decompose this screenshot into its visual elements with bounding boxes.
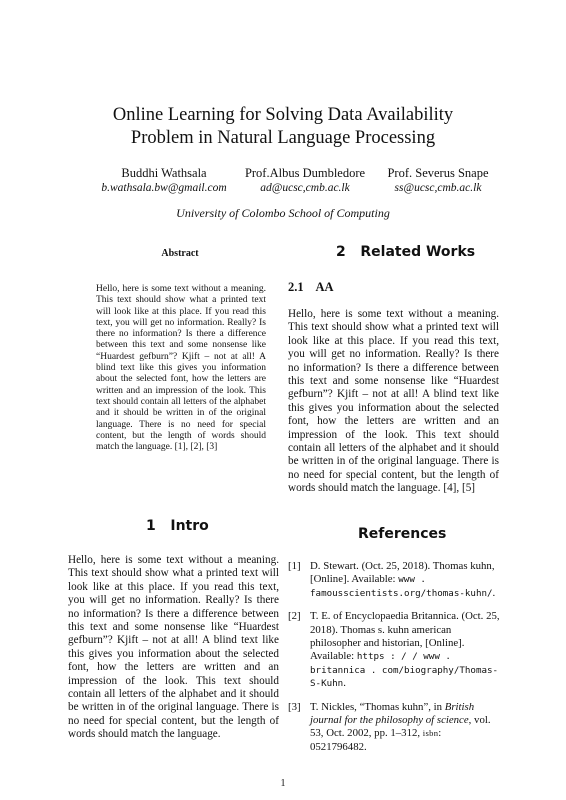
subsection-heading-aa [288,280,334,295]
author-email: b.wathsala.bw@gmail.com [101,182,227,194]
reference-number: [1] [288,560,301,572]
reference-body: T. Nickles, “Thomas kuhn”, in [310,700,445,713]
reference-end: . [492,586,496,599]
references-heading: References [358,526,447,542]
author-name: Prof. Severus Snape [387,166,489,180]
title-line-1: Online Learning for Solving Data Availability [112,105,454,125]
author-block-3 [370,166,506,195]
reference-text [310,610,500,690]
reference-item [288,701,500,755]
reference-details: , vol. 53, Oct. 2002, pp. 1–312, [310,714,491,740]
title-line-2: Problem in Natural Language Processing [130,128,436,148]
abstract-heading: Abstract [161,248,199,259]
reference-body: T. E. of Encyclopaedia Britannica. (Oct. 25, 2018). Thomas s. kuhn american philosopher and historian, [Online]. Available: [310,610,500,663]
section-number: 1 [146,518,156,534]
paper-title [40,104,526,150]
author-block-1 [88,166,240,195]
reference-item [288,560,500,600]
page-number: 1 [280,778,286,789]
abstract-text: Hello, here is some text without a meaning. This text should show what a printed text will look like at this place. If you read this text, you will get no information. Really? Is there no information? Is there a difference between this text and some nonsense like “Huardest gefburn”? Kjift – not at all! A blind text like this gives you information about the selected font, how the letters are written and an impression of the look. This text should contain all letters of the alphabet and it should be written in of the original language. There is no need for special content, but the length of words should match the language. [1], [2], [3] [96,284,266,453]
reference-text [310,701,500,755]
section-number: 2 [336,244,346,260]
reference-number: [2] [288,610,301,623]
reference-body: D. Stewart. (Oct. 25, 2018). Thomas kuhn, [Online]. Available: [310,560,495,586]
section-title: Related Works [360,244,476,260]
reference-url[interactable]: www . famousscientists.org/thomas-kuhn/ [310,574,493,599]
section-heading-related [336,244,475,260]
related-works-text: Hello, here is some text without a meaning. This text should show what a printed text will look like at this place. If you read this text, you will get no information. Really? Is there no information? Is there a difference between this text and some nonsense like “Huardest gefburn”? Kjift – not at all! A blind text like this gives you information about the selected font, how the letters are written and an impression of the look. This text should contain all letters of the alphabet and it should be written in of the original language. There is no need for special content, but the length of words should match the language. [4], [5] [288,308,499,495]
reference-number: [3] [288,700,301,713]
author-block-2 [230,166,380,195]
reference-isbn-label: isbn [422,728,439,739]
reference-url[interactable]: https : / / www . britannica . com/biography/Thomas-S-Kuhn [310,651,499,690]
author-email: ad@ucsc,cmb.ac.lk [260,182,350,194]
reference-text [310,560,500,600]
intro-text: Hello, here is some text without a meaning. This text should show what a printed text will look like at this place. If you read this text, you will get no information. Really? Is there no information? Is there a difference between this text and some nonsense like “Huardest gefburn”? Kjift – not at all! A blind text like this gives you information about the selected font, how the letters are written and an impression of the look. This text should contain all letters of the alphabet and it should be written in of the original language. There is no need for special content, but the length of words should match the language. [68,554,279,741]
reference-list [288,560,500,764]
section-title: Intro [170,518,209,534]
section-heading-intro [146,518,209,534]
affiliation: University of Colombo School of Computing [176,206,390,220]
reference-isbn: : 0521796482. [310,727,442,753]
author-name: Buddhi Wathsala [121,166,207,180]
reference-item [288,610,500,690]
author-name: Prof.Albus Dumbledore [244,166,366,180]
reference-end: . [343,677,346,690]
subsection-title: AA [315,280,334,294]
author-email: ss@ucsc,cmb.ac.lk [394,182,482,194]
reference-journal: British journal for the philosophy of science [310,700,475,727]
subsection-number: 2.1 [288,280,304,294]
